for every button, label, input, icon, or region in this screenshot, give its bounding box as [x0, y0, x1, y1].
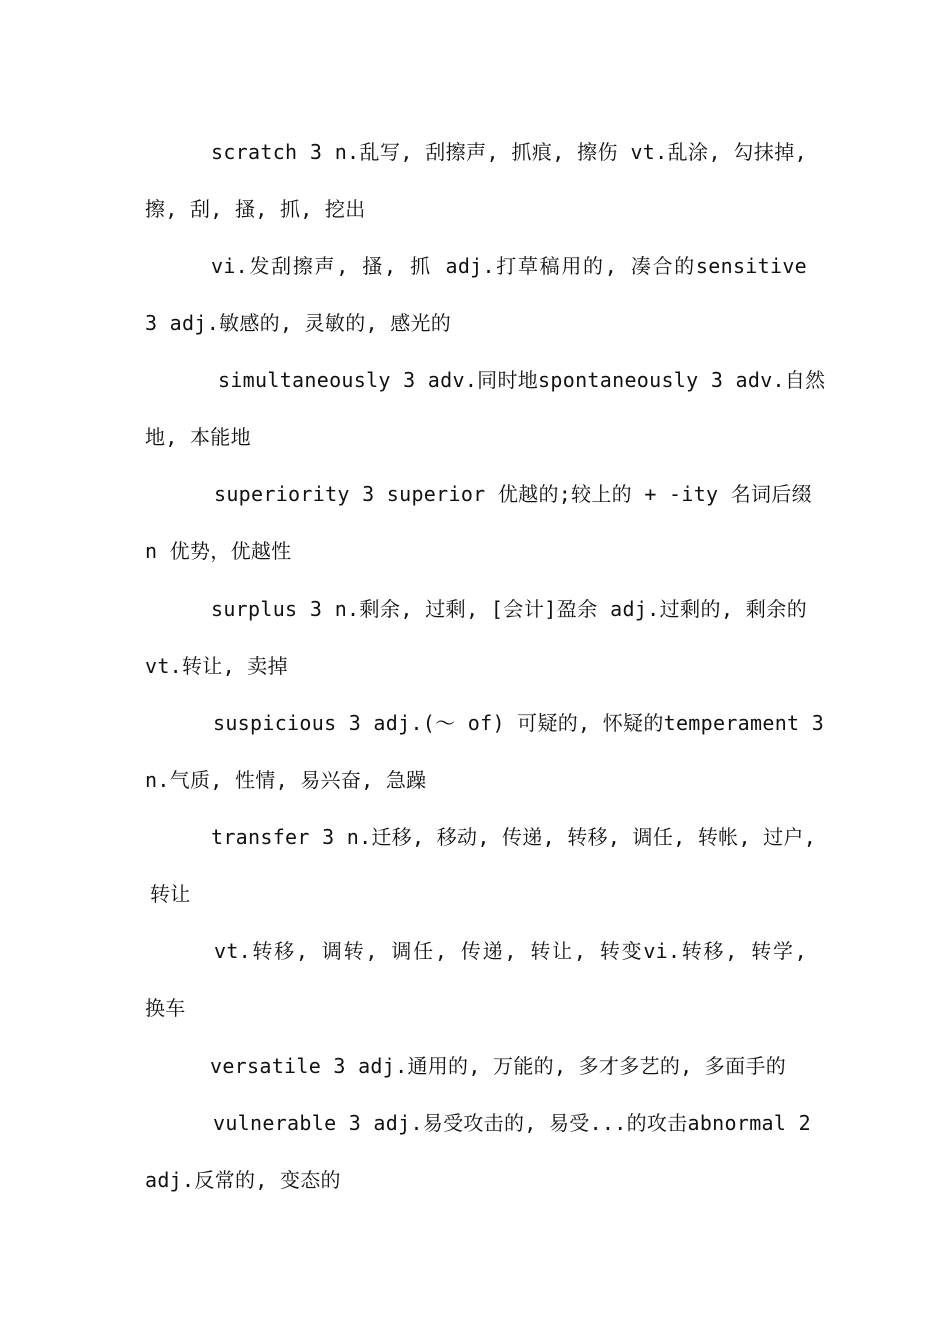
entry-sensitive-line2: 3 adj.敏感的, 灵敏的, 感光的 — [145, 311, 452, 335]
entry-simultaneously-line2: 地, 本能地 — [145, 425, 251, 449]
entry-simultaneously-line1: simultaneously 3 adv.同时地spontaneously 3 adv.自然 — [218, 368, 826, 392]
entry-versatile-line1: versatile 3 adj.通用的, 万能的, 多才多艺的, 多面手的 — [210, 1054, 787, 1078]
entry-scratch-line2: 擦, 刮, 搔, 抓, 挖出 — [145, 197, 366, 221]
entry-transfer-vt-line2: 换车 — [145, 996, 186, 1020]
entry-transfer-vt-line1: vt.转移, 调转, 调任, 传递, 转让, 转变vi.转移, 转学, — [214, 939, 807, 963]
entry-transfer-line2: 转让 — [150, 882, 191, 906]
entry-abnormal-line2: adj.反常的, 变态的 — [145, 1168, 341, 1192]
entry-scratch-vi-line1: vi.发刮擦声, 搔, 抓 adj.打草稿用的, 凑合的sensitive — [211, 254, 807, 278]
entry-vulnerable-line1: vulnerable 3 adj.易受攻击的, 易受...的攻击abnormal 2 — [213, 1111, 811, 1135]
entry-superiority-line2: n 优势，优越性 — [145, 539, 292, 563]
entry-superiority-line1: superiority 3 superior 优越的;较上的 + -ity 名词后缀 — [214, 482, 812, 506]
entry-surplus-line2: vt.转让, 卖掉 — [145, 654, 288, 678]
entry-transfer-line1: transfer 3 n.迁移, 移动, 传递, 转移, 调任, 转帐, 过户, — [211, 825, 817, 849]
entry-surplus-line1: surplus 3 n.剩余, 过剩, [会计]盈余 adj.过剩的, 剩余的 — [211, 597, 807, 621]
entry-scratch-line1: scratch 3 n.乱写, 刮擦声, 抓痕, 擦伤 vt.乱涂, 勾抹掉, — [211, 140, 807, 164]
entry-suspicious-line1: suspicious 3 adj.(～ of) 可疑的, 怀疑的temperament 3 — [213, 711, 825, 735]
entry-temperament-line2: n.气质, 性情, 易兴奋, 急躁 — [145, 768, 427, 792]
